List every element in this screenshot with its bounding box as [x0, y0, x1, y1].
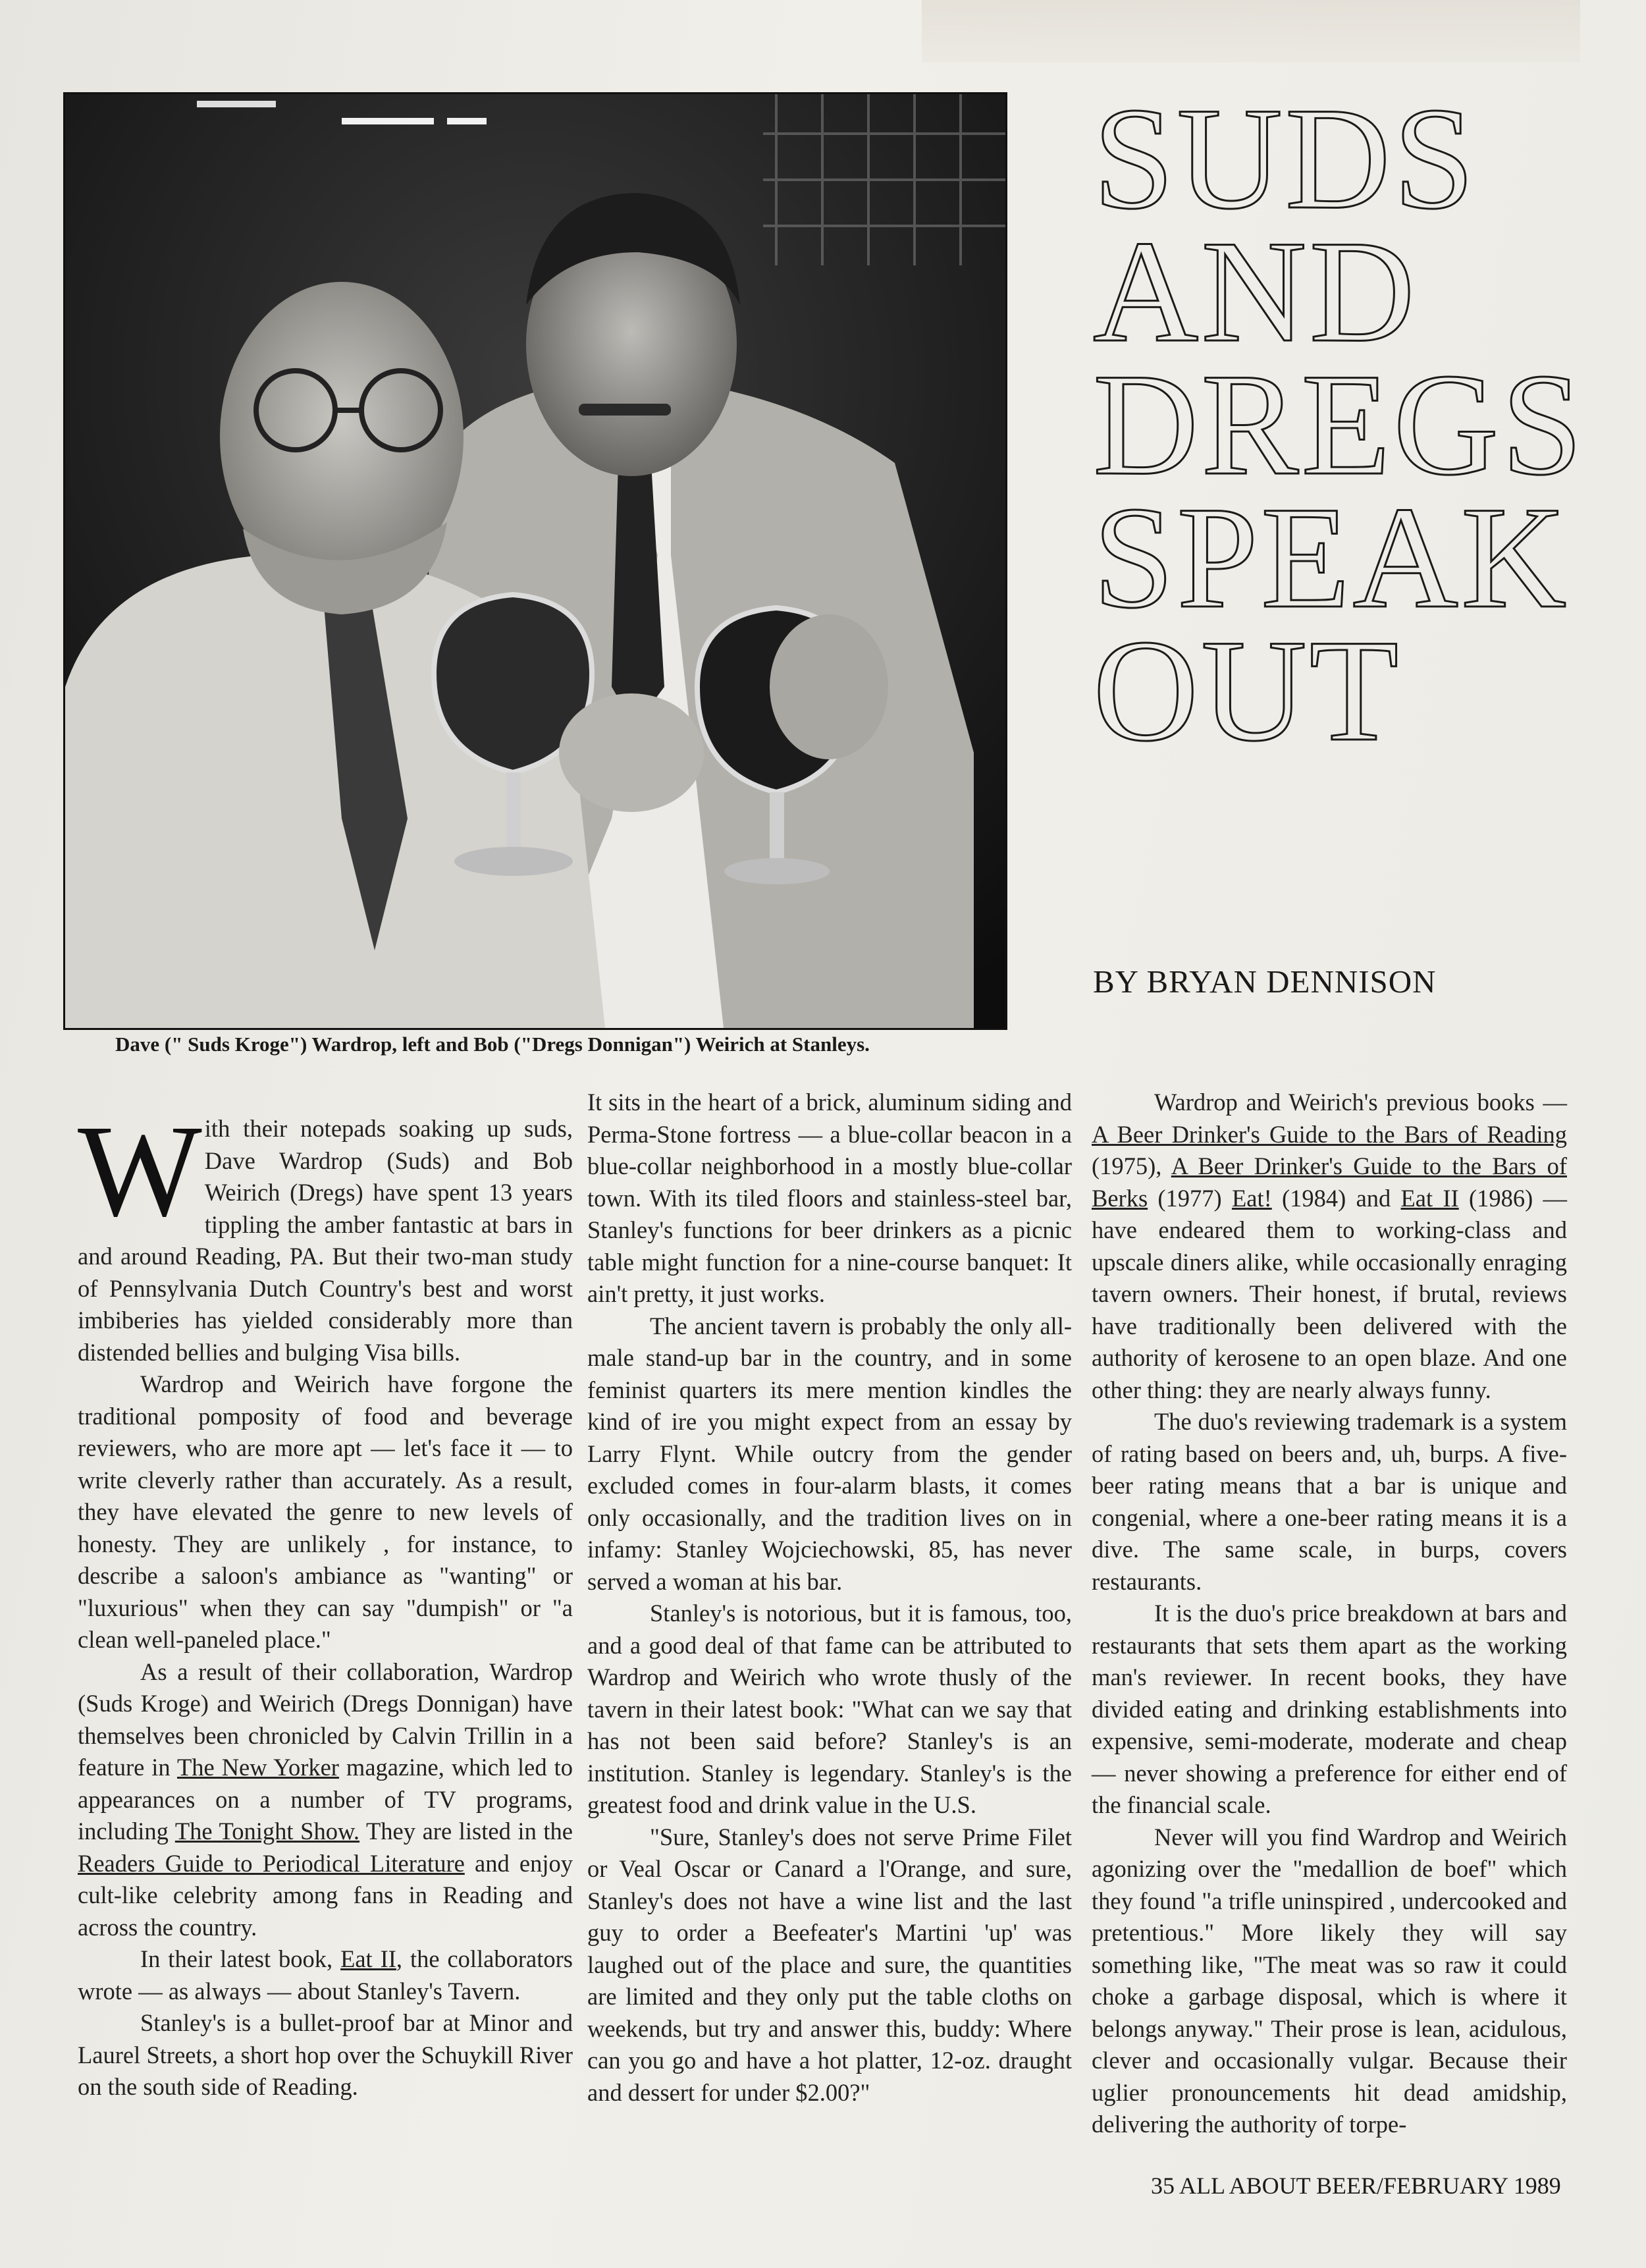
facing-page-bleed: [922, 0, 1580, 63]
byline: BY BRYAN DENNISON: [1093, 963, 1437, 1000]
paragraph: Stanley's is notorious, but it is famous, too, and a good deal of that fame can be attributed to Wardrop and Weirich who wrote thusly of the tavern in their latest book: "What can we say that has not been said before? Stanley's is an institution. Stanley is legendary. Stanley's is the greatest food and drink value in the U.S.: [587, 1600, 1072, 1818]
column-3: [1092, 1087, 1567, 2141]
paragraph: [78, 1098, 573, 1368]
column-1: [78, 1098, 573, 2103]
headline-line-5: OUT: [1093, 610, 1402, 772]
book-title: The Tonight Show.: [174, 1818, 360, 1845]
column-2: [587, 1087, 1072, 2109]
paragraph: It is the duo's price breakdown at bars and restaurants that sets them apart as the working man's reviewer. In recent books, they have divided eating and drinking establishments into expensive, semi-moderate, moderate and cheap — never showing a preference for either end of the financial scale.: [1092, 1600, 1567, 1818]
paragraph-text: In their latest book,: [140, 1945, 341, 1972]
paragraph: The ancient tavern is probably the only all-male stand-up bar in the country, and in some feminist quarters its mere mention kindles the kind of ire you might expect from an essay by Larry Flynt. While outcry from the gender excluded comes in four-alarm blasts, it comes only occasionally, and the tradition lives on in infamy: Stanley Wojciechowski, 85, has never served a woman at his bar.: [587, 1312, 1072, 1595]
paragraph-text: , the collaborators wrote — as always — about Stanley's Tavern.: [78, 1945, 573, 2005]
book-title: Readers Guide to Periodical Literature: [78, 1849, 465, 1877]
paragraph-text: ith their notepads soaking up suds, Dave Wardrop (Suds) and Bob Weirich (Dregs) have spent 13 years tippling the amber fantastic at bars in and around Reading, PA. But their two-man study of Pennsylvania Dutch Country's best and worst imbiberies has yielded considerably more than distended bellies and bulging Visa bills.: [78, 1115, 573, 1366]
book-title: Eat II: [1400, 1184, 1459, 1212]
drop-cap: W: [78, 1098, 202, 1244]
photograph-icon: [65, 94, 1005, 1028]
headline-line-2: AND: [1093, 211, 1418, 373]
paragraph-text: (1975),: [1092, 1152, 1171, 1179]
paragraph-text: magazine, which led to appearances on a number of TV programs, including: [78, 1754, 573, 1845]
book-title: A Beer Drinker's Guide to the Bars of Reading: [1092, 1120, 1567, 1148]
paragraph: It sits in the heart of a brick, aluminum siding and Perma-Stone fortress — a blue-collar beacon in a blue-collar neighborhood in a mostly blue-collar town. With its tiled floors and stainless-steel bar, Stanley's functions for beer drinkers as a picnic table might function for a nine-course banquet: It ain't pretty, it just works.: [587, 1089, 1072, 1307]
headline-line-4: SPEAK: [1093, 477, 1570, 639]
paragraph: "Sure, Stanley's does not serve Prime Filet or Veal Oscar or Canard a l'Orange, and sure, Stanley's does not have a wine list and the last guy to order a Beefeater's Martini 'up' was laughed out of the place and sure, the quantities are limited and they only put the table cloths on weekends, but try and answer this, buddy: Where can you go and have a hot platter, 12-oz. draught and dessert for under $2.00?": [587, 1823, 1072, 2106]
headline-line-1: SUDS: [1093, 78, 1477, 240]
paragraph: Never will you find Wardrop and Weirich agonizing over the "medallion de boef" which they found "a trifle uninspired , undercooked and pretentious." More likely they will say something like, "The meat was so raw it could choke a garbage disposal, which is where it belongs anyway." Their prose is lean, acidulous, clever and occasionally vulgar. Because their uglier pronouncements hit dead amidship, delivering the authority of torpe-: [1092, 1823, 1567, 2138]
paragraph: [78, 1943, 573, 2007]
page-footer: 35 ALL ABOUT BEER/FEBRUARY 1989: [1151, 2173, 1561, 2199]
paragraph: [78, 1656, 573, 1944]
paragraph: Stanley's is a bullet-proof bar at Minor and Laurel Streets, a short hop over the Schuykill River on the south side of Reading.: [78, 2009, 573, 2100]
paragraph-text: and enjoy cult-like celebrity among fans in Reading and across the country.: [78, 1849, 573, 1941]
article-photo: [63, 92, 1007, 1030]
book-title: A Beer Drinker's Guide to the Bars of Berks: [1092, 1152, 1568, 1212]
headline: [1093, 78, 1620, 772]
book-title: Eat II: [340, 1945, 396, 1972]
paragraph-text: (1984) and: [1271, 1184, 1401, 1212]
paragraph-text: (1986) — have endeared them to working-class and upscale diners alike, while occasionally enraging tavern owners. Their honest, if brutal, reviews have traditionally been delivered with the authority of kerosene to an open blaze. And one other thing: they are nearly always funny.: [1092, 1184, 1568, 1403]
book-title: The New Yorker: [176, 1754, 339, 1781]
paragraph-text: As a result of their collaboration, Wardrop (Suds Kroge) and Weirich (Dregs Donnigan) have themselves been chronicled by Calvin Trillin in a feature in: [78, 1658, 573, 1781]
headline-line-3: DREGS: [1093, 344, 1585, 506]
paragraph-text: (1977): [1148, 1184, 1232, 1212]
paragraph-text: They are listed in the: [359, 1818, 573, 1845]
paragraph-text: Wardrop and Weirich's previous books —: [1154, 1089, 1567, 1116]
paragraph: The duo's reviewing trademark is a system of rating based on beers and, uh, burps. A five-beer rating means that a bar is unique and congenial, where a one-beer rating means it is a dive. The same scale, in burps, covers restaurants.: [1092, 1408, 1567, 1595]
paragraph: [1092, 1087, 1567, 1406]
paragraph: Wardrop and Weirich have forgone the traditional pomposity of food and beverage reviewers, who are more apt — let's face it — to write cleverly rather than accurately. As a result, they have elevated the genre to new levels of honesty. They are unlikely , for instance, to describe a saloon's ambiance as "wanting" or "luxurious" when they can say "dumpish" or "a clean well-paneled place.": [78, 1370, 573, 1653]
book-title: Eat!: [1231, 1184, 1272, 1212]
photo-caption: Dave (" Suds Kroge") Wardrop, left and Bob ("Dregs Donnigan") Weirich at Stanleys.: [115, 1033, 870, 1056]
